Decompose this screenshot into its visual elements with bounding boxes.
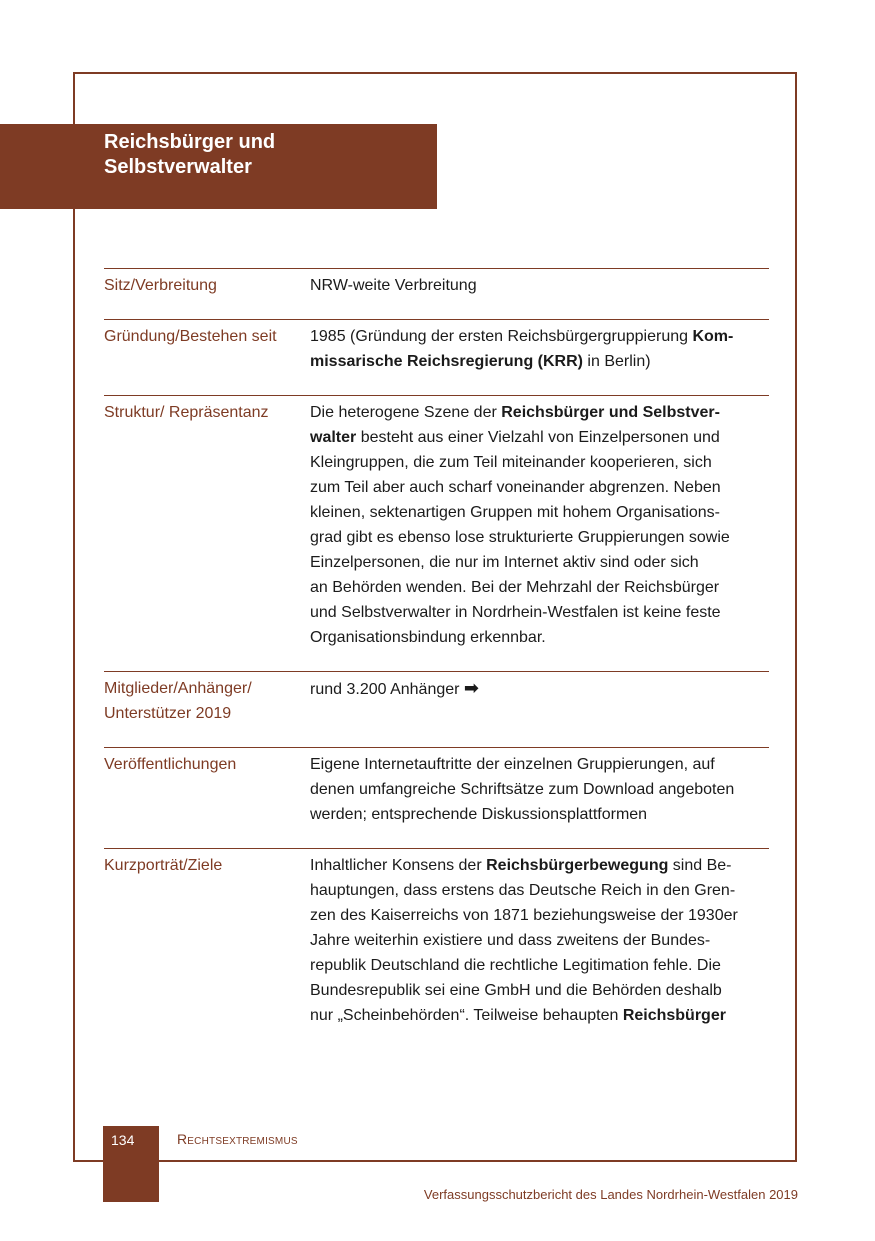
row-label: Gründung/Bestehen seit	[104, 328, 277, 345]
running-section-title: Rechtsextremismus	[177, 1131, 298, 1147]
row-label: Struktur/ Repräsentanz	[104, 404, 269, 421]
page-number-box	[103, 1126, 159, 1202]
row-value	[310, 396, 769, 671]
value-text-run: werden; entsprechende Diskussionsplattformen	[310, 806, 648, 823]
row-label-line-1: Mitglieder/Anhänger/	[104, 680, 252, 697]
value-text-run: besteht aus einer Vielzahl von Einzelpersonen und	[356, 429, 720, 446]
table-row	[104, 671, 769, 747]
value-text-run: missarische Reichsregierung (KRR)	[310, 353, 583, 370]
value-text-run: walter	[310, 429, 357, 446]
value-text-run: Einzelpersonen, die nur im Internet aktiv sind oder sich	[310, 554, 699, 571]
value-text-run: Kleingruppen, die zum Teil miteinander kooperieren, sich	[310, 454, 712, 471]
section-title-line-2: Selbstverwalter	[104, 156, 252, 178]
row-value	[310, 849, 769, 1029]
table-row	[104, 268, 769, 319]
value-text-run: rund 3.200 Anhänger	[310, 681, 464, 698]
page-number: 134	[111, 1132, 135, 1148]
value-text-run: 1985 (Gründung der ersten Reichsbürgergruppierung	[310, 328, 693, 345]
value-text-run: zum Teil aber auch scharf voneinander abgrenzen. Neben	[310, 479, 721, 496]
row-value	[310, 320, 769, 395]
value-text-run: und Selbstverwalter in Nordrhein-Westfalen ist keine feste	[310, 604, 721, 621]
value-text-run: nur „Scheinbehörden“. Teilweise behaupten	[310, 1007, 623, 1024]
value-text-run: Reichsbürger	[622, 1007, 726, 1024]
value-text-run: zen des Kaiserreichs von 1871 beziehungsweise der 1930er	[310, 907, 738, 924]
value-text-run: in Berlin)	[582, 353, 651, 370]
value-text-run: republik Deutschland die rechtliche Legitimation fehle. Die	[310, 957, 721, 974]
value-text-run: Inhaltlicher Konsens der	[310, 857, 487, 874]
row-value	[310, 672, 769, 747]
value-text-run: an Behörden wenden. Bei der Mehrzahl der Reichsbürger	[310, 579, 720, 596]
row-label: Veröffentlichungen	[104, 756, 237, 773]
value-text-run: Die heterogene Szene der	[310, 404, 502, 421]
row-label: Kurzporträt/Ziele	[104, 857, 223, 874]
value-text-run: Reichsbürger und Selbstver-	[501, 404, 720, 421]
value-text-run: Bundesrepublik sei eine GmbH und die Behörden deshalb	[310, 982, 722, 999]
publication-footer: Verfassungsschutzbericht des Landes Nordrhein-Westfalen 2019	[423, 1187, 798, 1202]
row-label	[104, 672, 310, 747]
value-text-run: kleinen, sektenartigen Gruppen mit hohem Organisations-	[310, 504, 720, 521]
row-label: Sitz/Verbreitung	[104, 277, 217, 294]
row-value	[310, 748, 769, 848]
section-title-box	[0, 124, 437, 209]
table-row	[104, 747, 769, 848]
value-text-run: grad gibt es ebenso lose strukturierte Gruppierungen sowie	[310, 529, 730, 546]
value-text-run: Jahre weiterhin existiere und dass zweitens der Bundes-	[310, 932, 711, 949]
value-text-run: sind Be-	[668, 857, 732, 874]
profile-table	[104, 268, 769, 1029]
value-text-run: Reichsbürgerbewegung	[486, 857, 669, 874]
value-text-run: NRW-weite Verbreitung	[310, 277, 477, 294]
table-row	[104, 395, 769, 671]
value-text-run: hauptungen, dass erstens das Deutsche Reich in den Gren-	[310, 882, 736, 899]
value-text-run: Kom-	[692, 328, 734, 345]
table-row	[104, 848, 769, 1029]
row-label-line-2: Unterstützer 2019	[104, 705, 232, 722]
table-row	[104, 319, 769, 395]
section-title-line-1: Reichsbürger und	[104, 131, 276, 153]
row-value	[310, 269, 769, 319]
arrow-right-icon: ➡	[463, 678, 479, 698]
value-text-run: Organisationsbindung erkennbar.	[310, 629, 546, 646]
value-text-run: denen umfangreiche Schriftsätze zum Download angeboten	[310, 781, 735, 798]
value-text-run: Eigene Internetauftritte der einzelnen Gruppierungen, auf	[310, 756, 715, 773]
